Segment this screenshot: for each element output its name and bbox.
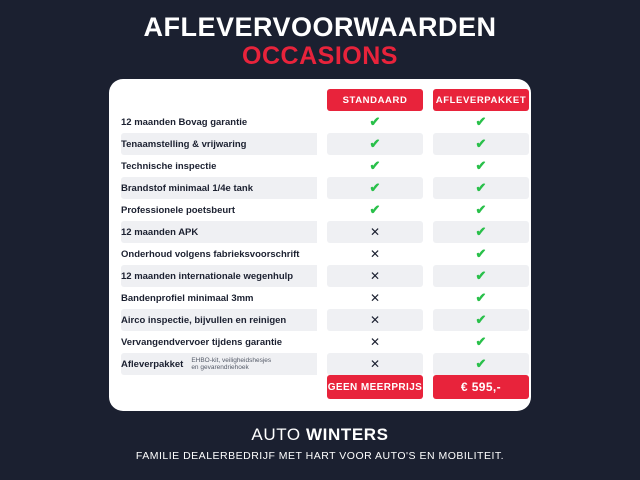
- check-icon-afleverpakket: [433, 155, 529, 177]
- table-row: [121, 331, 529, 353]
- check-icon-standaard: [327, 155, 423, 177]
- check-icon-afleverpakket: [433, 331, 529, 353]
- cell-spacer: [317, 287, 327, 309]
- check-icon: ✔: [475, 356, 487, 371]
- feature-label-text: Professionele poetsbeurt: [121, 204, 236, 216]
- feature-label: [121, 287, 317, 309]
- check-icon-afleverpakket: [433, 133, 529, 155]
- feature-label: [121, 265, 317, 287]
- feature-label: [121, 243, 317, 265]
- poster-footer: [136, 425, 504, 462]
- table-row: [121, 243, 529, 265]
- feature-label: [121, 111, 317, 133]
- check-icon: ✔: [475, 268, 487, 283]
- cross-icon: ✕: [369, 247, 381, 261]
- table-row: [121, 287, 529, 309]
- check-icon-afleverpakket: [433, 111, 529, 133]
- cross-icon-standaard: [327, 353, 423, 375]
- check-icon: ✔: [475, 246, 487, 261]
- check-icon-standaard: [327, 199, 423, 221]
- check-icon-afleverpakket: [433, 177, 529, 199]
- cross-icon-standaard: [327, 309, 423, 331]
- check-icon: ✔: [369, 202, 381, 217]
- check-icon-afleverpakket: [433, 265, 529, 287]
- cell-spacer: [317, 375, 327, 399]
- check-icon: ✔: [475, 224, 487, 239]
- feature-label-text: Brandstof minimaal 1/4e tank: [121, 182, 253, 194]
- cross-icon-standaard: [327, 331, 423, 353]
- cross-icon: ✕: [369, 313, 381, 327]
- cell-spacer: [423, 375, 433, 399]
- header-spacer: [317, 89, 327, 111]
- brand-name-bold: WINTERS: [306, 425, 389, 444]
- feature-label-text: Onderhoud volgens fabrieksvoorschrift: [121, 248, 300, 260]
- table-row: [121, 177, 529, 199]
- check-icon-standaard: [327, 111, 423, 133]
- price-row: [121, 375, 529, 399]
- check-icon-afleverpakket: [433, 287, 529, 309]
- header-spacer: [423, 89, 433, 111]
- brand-name: [136, 425, 504, 445]
- feature-label-text: Bandenprofiel minimaal 3mm: [121, 292, 254, 304]
- check-icon: ✔: [369, 114, 381, 129]
- feature-label: [121, 155, 317, 177]
- feature-label: [121, 353, 317, 375]
- feature-label: [121, 199, 317, 221]
- feature-label-text: Afleverpakket: [121, 358, 184, 370]
- cell-spacer: [423, 177, 433, 199]
- brand-name-light: AUTO: [251, 425, 307, 444]
- cell-spacer: [317, 199, 327, 221]
- feature-label: [121, 331, 317, 353]
- page-subtitle: OCCASIONS: [242, 42, 398, 70]
- cell-spacer: [317, 111, 327, 133]
- feature-label: [121, 133, 317, 155]
- cross-icon-standaard: [327, 265, 423, 287]
- cell-spacer: [423, 199, 433, 221]
- check-icon-afleverpakket: [433, 199, 529, 221]
- table-row: [121, 155, 529, 177]
- check-icon-standaard: [327, 177, 423, 199]
- feature-label-text: 12 maanden APK: [121, 226, 199, 238]
- feature-label: [121, 309, 317, 331]
- cell-spacer: [423, 243, 433, 265]
- cell-spacer: [423, 133, 433, 155]
- cell-spacer: [317, 353, 327, 375]
- comparison-card: [109, 79, 531, 411]
- check-icon: ✔: [475, 202, 487, 217]
- cell-spacer: [317, 155, 327, 177]
- cell-spacer: [317, 133, 327, 155]
- cell-spacer: [423, 155, 433, 177]
- feature-label-text: Airco inspectie, bijvullen en reinigen: [121, 314, 287, 326]
- check-icon: ✔: [475, 290, 487, 305]
- cross-icon-standaard: [327, 287, 423, 309]
- cell-spacer: [423, 309, 433, 331]
- cell-spacer: [317, 221, 327, 243]
- feature-label-text: Vervangendvervoer tijdens garantie: [121, 336, 283, 348]
- cell-spacer: [423, 221, 433, 243]
- table-row: [121, 111, 529, 133]
- cell-spacer: [317, 243, 327, 265]
- table-row: [121, 309, 529, 331]
- cross-icon-standaard: [327, 243, 423, 265]
- cross-icon: ✕: [369, 357, 381, 371]
- check-icon: ✔: [475, 312, 487, 327]
- cell-spacer: [317, 177, 327, 199]
- cross-icon-standaard: [327, 221, 423, 243]
- table-row: [121, 199, 529, 221]
- price-row-blank: [121, 375, 317, 399]
- comparison-table: [121, 89, 529, 399]
- header-cell-afleverpakket: AFLEVERPAKKET: [433, 89, 529, 111]
- check-icon-afleverpakket: [433, 243, 529, 265]
- feature-label-text: Tenaamstelling & vrijwaring: [121, 138, 247, 150]
- feature-label: [121, 177, 317, 199]
- check-icon: ✔: [475, 180, 487, 195]
- cell-spacer: [423, 287, 433, 309]
- check-icon-afleverpakket: [433, 353, 529, 375]
- check-icon: ✔: [369, 136, 381, 151]
- feature-label-text: 12 maanden Bovag garantie: [121, 116, 248, 128]
- check-icon-afleverpakket: [433, 309, 529, 331]
- header-cell-feature: [121, 89, 317, 111]
- cell-spacer: [317, 331, 327, 353]
- cross-icon: ✕: [369, 335, 381, 349]
- table-row: [121, 265, 529, 287]
- cell-spacer: [423, 111, 433, 133]
- check-icon: ✔: [475, 114, 487, 129]
- brand-tagline: FAMILIE DEALERBEDRIJF MET HART VOOR AUTO'S EN MOBILITEIT.: [135, 450, 505, 462]
- cell-spacer: [317, 309, 327, 331]
- check-icon: ✔: [475, 136, 487, 151]
- feature-label-text: 12 maanden internationale wegenhulp: [121, 270, 294, 282]
- check-icon-standaard: [327, 133, 423, 155]
- table-row: [121, 353, 529, 375]
- cell-spacer: [423, 353, 433, 375]
- check-icon: ✔: [475, 334, 487, 349]
- feature-label-text: Technische inspectie: [121, 160, 217, 172]
- check-icon: ✔: [369, 158, 381, 173]
- price-afleverpakket: € 595,-: [433, 375, 529, 399]
- cell-spacer: [423, 265, 433, 287]
- feature-note-text: EHBO-kit, veiligheidshesjes en gevarendriehoek: [191, 356, 272, 371]
- cell-spacer: [317, 265, 327, 287]
- cross-icon: ✕: [369, 291, 381, 305]
- check-icon: ✔: [369, 180, 381, 195]
- header-cell-standaard: STANDAARD: [327, 89, 423, 111]
- page-title: AFLEVERVOORWAARDEN: [143, 12, 497, 42]
- check-icon: ✔: [475, 158, 487, 173]
- check-icon-afleverpakket: [433, 221, 529, 243]
- table-row: [121, 221, 529, 243]
- price-standaard: GEEN MEERPRIJS: [327, 375, 423, 399]
- table-row: [121, 133, 529, 155]
- feature-label: [121, 221, 317, 243]
- cross-icon: ✕: [369, 269, 381, 283]
- table-header-row: [121, 89, 529, 111]
- cell-spacer: [423, 331, 433, 353]
- poster-header: [143, 12, 496, 70]
- cross-icon: ✕: [369, 225, 381, 239]
